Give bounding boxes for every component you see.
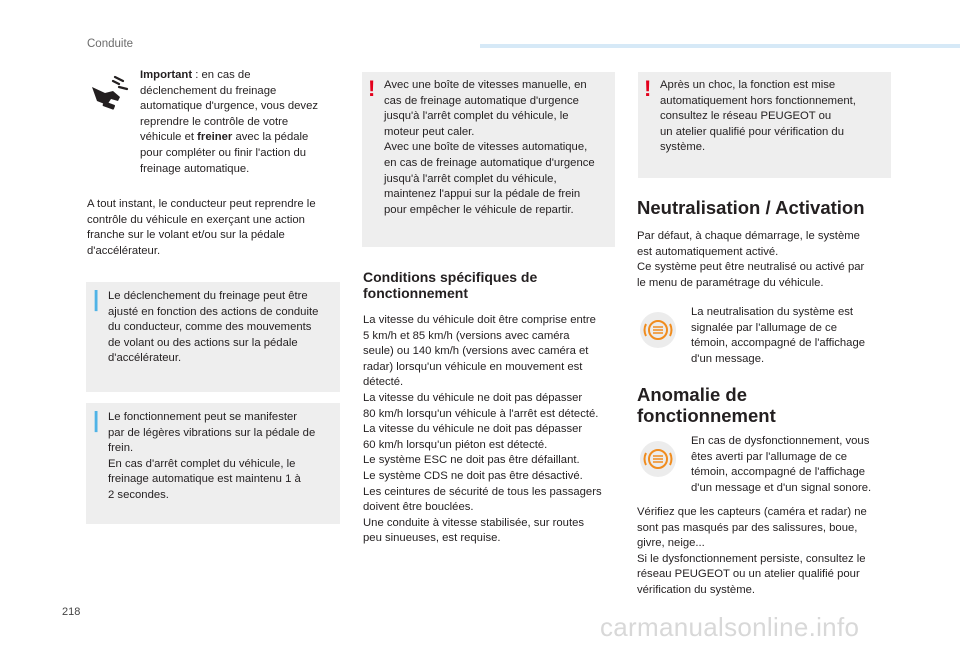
takeover-paragraph (87, 197, 342, 259)
conditions-body (363, 313, 617, 547)
page-number: 218 (62, 606, 81, 618)
info-icon: | (93, 407, 100, 432)
info-box-adjust (86, 282, 340, 392)
text-line: franche sur le volant et/ou sur la pédale (87, 229, 285, 242)
bold-run: Important (140, 69, 193, 81)
text-line: d'un message et d'un signal sonore. (691, 481, 872, 494)
text-run: automatique d'urgence, vous devez (140, 100, 319, 113)
header-bar (480, 44, 960, 48)
text-line: 5 km/h et 85 km/h (versions avec caméra (363, 329, 570, 342)
text-line: de volant ou des actions sur la pédale (108, 336, 298, 349)
anomalie-heading (637, 384, 897, 426)
text-line: Par défaut, à chaque démarrage, le système (637, 230, 860, 242)
text-line: frein. (108, 442, 134, 455)
text-line: Le système ESC ne doit pas être défaillant. (363, 454, 580, 467)
info-box-vibrations (86, 403, 340, 524)
neutralisation-body (637, 229, 891, 291)
text-line: pour empêcher le véhicule de repartir. (384, 203, 574, 216)
watermark: carmanualsonline.info (600, 612, 860, 642)
text-line: La neutralisation du système est (691, 306, 854, 318)
text-line: signalée par l'allumage de ce (691, 321, 837, 334)
text-line: Le fonctionnement peut se manifester (108, 411, 298, 423)
text-line: maintenez l'appui sur la pédale de frein (384, 188, 581, 201)
text-line: jusqu'à l'arrêt complet du véhicule, le (384, 110, 569, 123)
text-line: La vitesse du véhicule ne doit pas dépasser (363, 391, 583, 404)
text-line: peu sinueuses, est requise. (363, 532, 501, 545)
text-line: Ce système peut être neutralisé ou activé par (637, 261, 865, 274)
text-line: Après un choc, la fonction est mise (660, 79, 836, 91)
text-line: par de légères vibrations sur la pédale de (108, 426, 316, 439)
text-run: reprendre le contrôle de votre (140, 115, 289, 128)
text-line: système. (660, 141, 706, 154)
text-line: jusqu'à l'arrêt complet du véhicule, (384, 172, 557, 185)
warning-box-shock (638, 72, 891, 178)
text-line: d'accélérateur. (108, 352, 182, 365)
text-line: est automatiquement activé. (637, 245, 779, 258)
text-line: Le déclenchement du freinage peut être (108, 290, 308, 302)
text-line: Vérifiez que les capteurs (caméra et radar) ne (637, 506, 867, 518)
text-run: déclenchement du freinage (140, 84, 277, 97)
text-line: Si le dysfonctionnement persiste, consultez le (637, 552, 866, 565)
hand-brake-icon (89, 75, 131, 113)
text-line: d'accélérateur. (87, 244, 161, 257)
text-line: Le système CDS ne doit pas être désactivé. (363, 469, 583, 482)
text-line: 2 secondes. (108, 488, 169, 501)
text-line: En cas d'arrêt complet du véhicule, le (108, 457, 296, 470)
warning-icon: ! (644, 76, 652, 101)
text-line (140, 84, 340, 100)
text-line (140, 115, 340, 131)
text-run: : en cas de (192, 69, 251, 81)
text-line: contrôle du véhicule en exerçant une action (87, 213, 305, 226)
text-line (140, 130, 340, 146)
text-line: seule) ou 140 km/h (versions avec caméra et (363, 345, 589, 358)
text-line: êtes averti par l'allumage de ce (691, 450, 848, 463)
conditions-heading (363, 269, 613, 301)
text-line: témoin, accompagné de l'affichage (691, 466, 866, 479)
neutralisation-indicator-text (691, 305, 891, 367)
text-line: Une conduite à vitesse stabilisée, sur routes (363, 516, 585, 529)
text-line: radar) lorsqu'un véhicule en mouvement est (363, 360, 583, 373)
text-line: moteur peut caler. (384, 125, 475, 138)
text-line (140, 68, 340, 84)
text-run: avec la pédale (232, 131, 309, 144)
text-line: En cas de dysfonctionnement, vous (691, 435, 870, 447)
text-line: freinage automatique est maintenu 1 à (108, 473, 301, 486)
text-line: réseau PEUGEOT ou un atelier qualifié pour (637, 568, 860, 581)
brake-warning-indicator-icon (640, 312, 676, 348)
section-header: Conduite (87, 38, 134, 50)
text-line: du conducteur, comme des mouvements (108, 321, 312, 334)
heading-line: fonctionnement (363, 285, 468, 301)
text-line: un atelier qualifié pour vérification du (660, 125, 844, 138)
text-line: consultez le réseau PEUGEOT ou (660, 110, 832, 123)
heading-line: Conditions spécifiques de (363, 269, 538, 285)
anomalie-body (637, 505, 893, 599)
text-run: freinage automatique. (140, 162, 250, 175)
text-line: Avec une boîte de vitesses automatique, (384, 141, 588, 154)
text-line: 60 km/h lorsqu'un piéton est détecté. (363, 438, 548, 451)
heading-line: fonctionnement (637, 405, 776, 426)
anomalie-indicator-text (691, 434, 891, 496)
text-line: givre, neige... (637, 537, 705, 550)
text-line: en cas de freinage automatique d'urgence (384, 156, 595, 169)
text-line: La vitesse du véhicule doit être comprise entre (363, 314, 596, 326)
info-icon: | (93, 286, 100, 311)
text-line: Avec une boîte de vitesses manuelle, en (384, 79, 587, 91)
important-note (140, 68, 340, 177)
text-line: A tout instant, le conducteur peut reprendre le (87, 198, 316, 210)
text-line (140, 99, 340, 115)
brake-warning-indicator-icon (640, 441, 676, 477)
warning-box-gearbox (362, 72, 615, 247)
text-line: La vitesse du véhicule ne doit pas dépasser (363, 423, 583, 436)
text-line: le menu de paramétrage du véhicule. (637, 276, 824, 289)
text-line: détecté. (363, 376, 404, 389)
warning-icon: ! (368, 76, 376, 101)
text-run: pour compléter ou finir l'action du (140, 146, 307, 159)
text-line: sont pas masqués par des salissures, boue, (637, 521, 858, 534)
text-line: ajusté en fonction des actions de conduite (108, 305, 319, 318)
text-line (140, 146, 340, 162)
neutralisation-heading: Neutralisation / Activation (637, 197, 865, 218)
text-line: doivent être bouclées. (363, 501, 474, 514)
text-line (140, 162, 340, 178)
bold-run: freiner (197, 131, 233, 144)
text-line: Les ceintures de sécurité de tous les passagers (363, 485, 602, 498)
text-line: vérification du système. (637, 583, 756, 596)
text-line: témoin, accompagné de l'affichage (691, 337, 866, 350)
text-run: véhicule et (140, 131, 198, 144)
heading-line: Anomalie de (637, 384, 747, 405)
text-line: d'un message. (691, 352, 765, 365)
text-line: automatiquement hors fonctionnement, (660, 94, 856, 107)
text-line: 80 km/h lorsqu'un véhicule à l'arrêt est détecté. (363, 407, 599, 420)
text-line: cas de freinage automatique d'urgence (384, 94, 579, 107)
